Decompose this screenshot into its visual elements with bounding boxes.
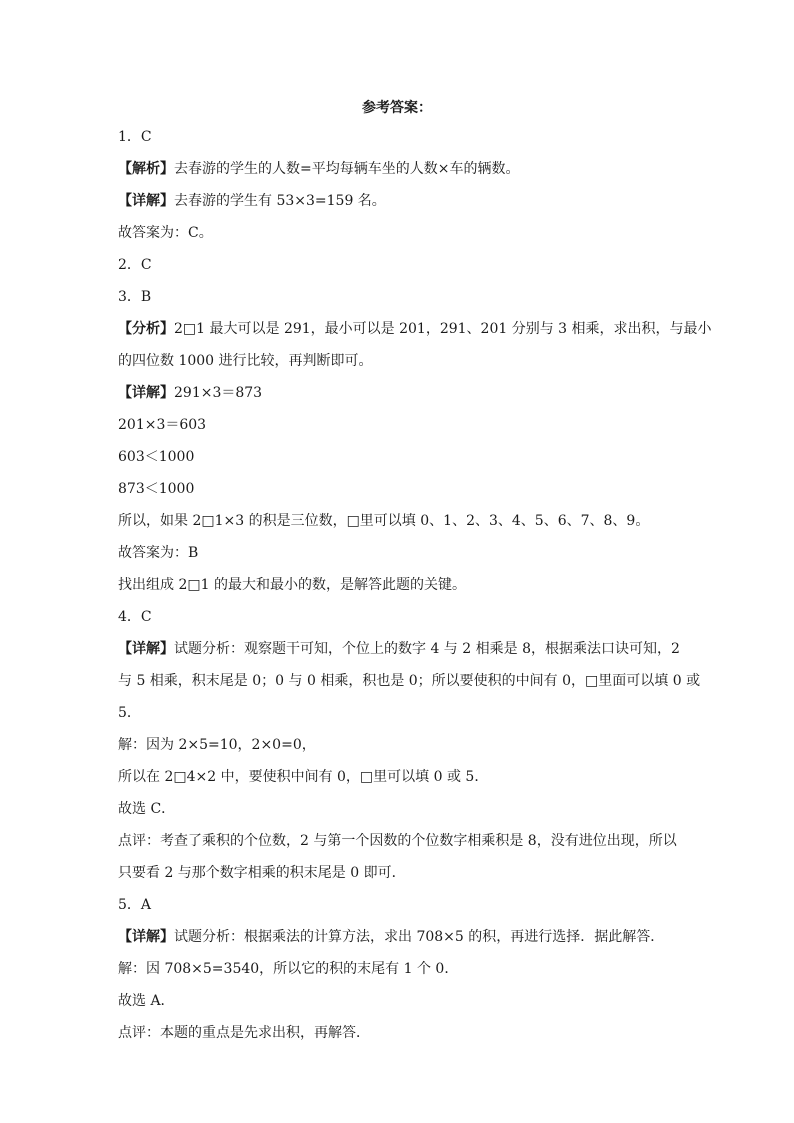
line-text: 去春游的学生有 53×3=159 名。 — [174, 193, 386, 209]
line-text: 1．C — [118, 129, 152, 145]
line-text: 故答案为：C。 — [118, 225, 213, 241]
line-text: 试题分析：观察题干可知，个位上的数字 4 与 2 相乘是 8，根据乘法口诀可知，2 — [174, 641, 680, 657]
line-text: 201×3＝603 — [118, 417, 207, 433]
answer-line — [118, 537, 678, 569]
answer-line — [118, 985, 678, 1017]
line-text: 291×3＝873 — [174, 385, 263, 401]
line-text: 解：因为 2×5=10，2×0=0， — [118, 737, 316, 753]
line-text: 找出组成 2□1 的最大和最小的数，是解答此题的关键。 — [118, 577, 466, 593]
answer-line — [118, 409, 678, 441]
answer-line — [118, 377, 678, 409]
answer-line — [118, 345, 678, 377]
answer-line — [118, 953, 678, 985]
section-tag: 【详解】 — [118, 641, 174, 657]
answer-line — [118, 153, 678, 185]
answer-line — [118, 633, 678, 665]
line-text: 故选 C． — [118, 801, 176, 817]
line-text: 解：因 708×5=3540，所以它的积的末尾有 1 个 0． — [118, 961, 459, 977]
line-text: 的四位数 1000 进行比较，再判断即可。 — [118, 353, 373, 369]
section-tag: 【详解】 — [118, 929, 174, 945]
answer-line — [118, 825, 678, 857]
answer-line — [118, 793, 678, 825]
answer-line — [118, 665, 701, 697]
answer-line — [118, 185, 678, 217]
line-text: 873＜1000 — [118, 481, 195, 497]
line-text: 3．B — [118, 289, 152, 305]
answer-line — [118, 249, 678, 281]
line-text: 与 5 相乘，积末尾是 0；0 与 0 相乘，积也是 0；所以要使积的中间有 0，□里面可以填 0 或 — [118, 673, 701, 689]
page-title: 参考答案： — [362, 100, 432, 116]
answer-line — [118, 281, 678, 313]
answer-line — [118, 601, 678, 633]
answer-line — [118, 121, 678, 153]
answer-line — [118, 729, 678, 761]
line-text: 2．C — [118, 257, 152, 273]
section-tag: 【详解】 — [118, 193, 174, 209]
line-text: 故选 A． — [118, 993, 175, 1009]
line-text: 4．C — [118, 609, 152, 625]
answer-line — [118, 473, 678, 505]
line-text: 去春游的学生的人数=平均每辆车坐的人数×车的辆数。 — [174, 161, 520, 177]
section-tag: 【解析】 — [118, 161, 174, 177]
line-text: 故答案为：B — [118, 545, 199, 561]
line-text: 5．A — [118, 897, 152, 913]
line-text: 所以在 2□4×2 中，要使积中间有 0，□里可以填 0 或 5． — [118, 769, 489, 785]
line-text: 点评：考查了乘积的个位数，2 与第一个因数的个位数字相乘积是 8，没有进位出现，所以 — [118, 833, 677, 849]
answer-line — [118, 921, 678, 953]
section-tag: 【详解】 — [118, 385, 174, 401]
answer-line — [118, 569, 678, 601]
line-text: 所以，如果 2□1×3 的积是三位数，□里可以填 0、1、2、3、4、5、6、7、8、9。 — [118, 513, 650, 529]
answer-line — [118, 217, 678, 249]
answer-line — [118, 505, 678, 537]
line-text: 603＜1000 — [118, 449, 195, 465]
answer-line — [118, 761, 678, 793]
answer-line — [118, 441, 678, 473]
line-text: 只要看 2 与那个数字相乘的积末尾是 0 即可． — [118, 865, 406, 881]
answer-line — [118, 857, 678, 889]
line-text: 试题分析：根据乘法的计算方法，求出 708×5 的积，再进行选择．据此解答． — [174, 929, 665, 945]
answer-lines — [118, 121, 712, 1049]
answer-line — [118, 697, 678, 729]
answer-line — [118, 313, 712, 345]
line-text: 2□1 最大可以是 291，最小可以是 201，291、201 分别与 3 相乘，求出积，与最小 — [174, 321, 712, 337]
line-text: 5． — [118, 705, 141, 721]
answer-line — [118, 1017, 678, 1049]
answer-line — [118, 889, 678, 921]
section-tag: 【分析】 — [118, 321, 174, 337]
line-text: 点评：本题的重点是先求出积，再解答． — [118, 1025, 370, 1041]
